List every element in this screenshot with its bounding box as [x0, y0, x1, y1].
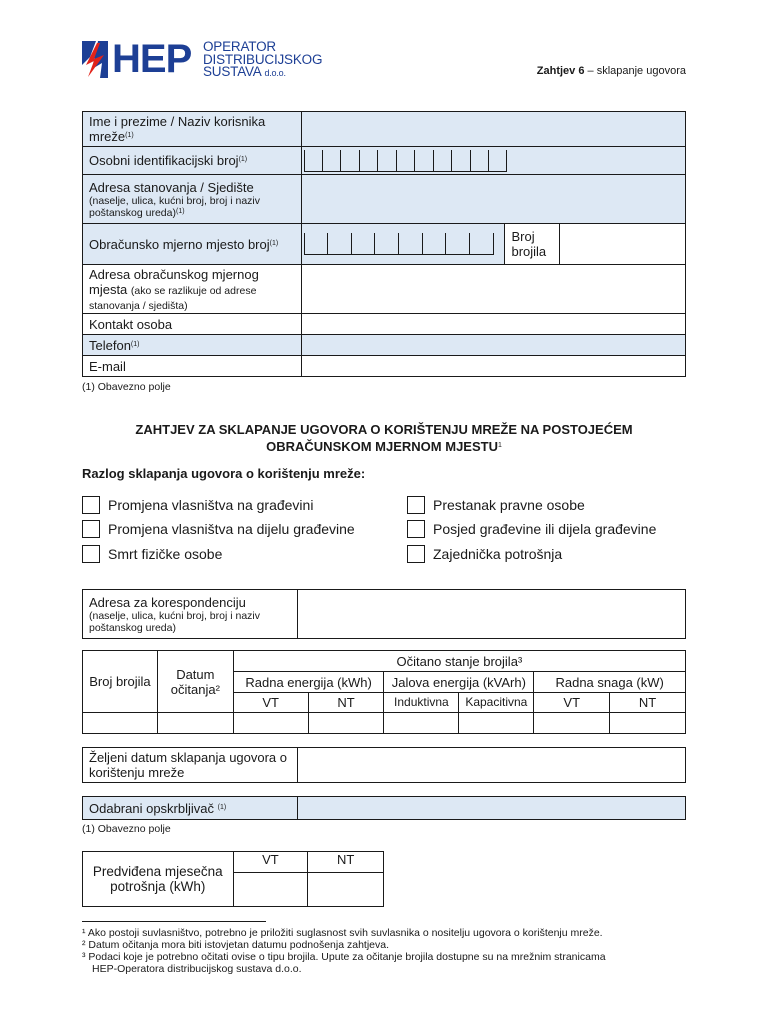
address-label-text: Adresa stanovanja / Sjedište [89, 179, 254, 195]
omm-address-hint: (ako se razlikuje od adrese stanovanja / sjedišta) [89, 284, 257, 312]
logo-line-3: SUSTAVA [203, 64, 261, 79]
meter-no-field[interactable] [560, 224, 686, 265]
correspondence-table [82, 589, 686, 639]
logo-line-1: OPERATOR [203, 39, 276, 54]
customer-table [82, 111, 686, 377]
reason-option-6[interactable] [407, 545, 562, 563]
col-reactive-energy: Jalova energija (kVArh) [384, 672, 534, 693]
form-title [82, 421, 686, 455]
document-reference [537, 65, 686, 77]
reading-cell[interactable] [157, 713, 233, 734]
oib-label-text: Osobni identifikacijski broj [89, 153, 239, 168]
reading-cell[interactable] [384, 713, 459, 734]
consumption-vt: VT [233, 852, 308, 873]
reason-option-4[interactable] [407, 496, 585, 514]
contact-field[interactable] [301, 314, 686, 335]
col-inductive: Induktivna [384, 693, 459, 713]
desired-date-field[interactable] [297, 748, 685, 783]
correspondence-field[interactable] [297, 590, 685, 639]
reason-label: Promjena vlasništva na građevini [108, 497, 314, 513]
name-label-text: Ime i prezime / Naziv korisnika mreže [89, 114, 266, 144]
omm-label-text: Obračunsko mjerno mjesto broj [89, 236, 270, 252]
reason-option-3[interactable] [82, 545, 222, 563]
email-label: E-mail [83, 356, 302, 377]
doc-title: sklapanje ugovora [596, 65, 686, 77]
checkbox[interactable] [82, 496, 100, 514]
col-active-nt: NT [308, 693, 384, 713]
supplier-label [83, 797, 298, 820]
col-meter-no: Broj brojila [83, 651, 158, 713]
checkbox[interactable] [82, 545, 100, 563]
phone-field[interactable] [301, 335, 686, 356]
col-power-nt: NT [610, 693, 686, 713]
meter-no-label: Broj brojila [505, 224, 560, 265]
omm-field[interactable] [301, 224, 505, 265]
footnote-2: ² Datum očitanja mora biti istovjetan datumu podnošenja zahtjeva. [82, 939, 390, 951]
desired-date-table [82, 747, 686, 783]
logo-subtitle [203, 41, 322, 80]
correspondence-label [83, 590, 298, 639]
address-hint-text: (naselje, ulica, kućni broj, broj i naziv poštanskog ureda) [89, 194, 260, 219]
reading-cell[interactable] [459, 713, 534, 734]
reason-label: Smrt fizičke osobe [108, 546, 223, 562]
footnote-1: ¹ Ako postoji suvlasništvo, potrebno je priložiti suglasnost svih suvlasnika o nositelju ugovora o korištenju mreže. [82, 927, 603, 939]
oib-digit-boxes[interactable] [304, 150, 508, 172]
col-active-vt: VT [233, 693, 308, 713]
oib-label [83, 147, 302, 175]
omm-address-label [83, 265, 302, 314]
footnote-mark: (1) [269, 239, 279, 247]
footnote-mark: (1) [238, 156, 248, 163]
oib-field[interactable] [301, 147, 686, 175]
name-label [83, 112, 302, 147]
desired-date-label: Željeni datum sklapanja ugovora o korištenju mreže [83, 748, 298, 783]
name-field[interactable] [301, 112, 686, 147]
email-field[interactable] [301, 356, 686, 377]
contact-label: Kontakt osoba [83, 314, 302, 335]
consumption-label: Predviđena mjesečna potrošnja (kWh) [83, 852, 234, 907]
omm-digit-boxes[interactable] [304, 233, 494, 255]
reason-label: Prestanak pravne osobe [433, 497, 585, 513]
reason-option-1[interactable] [82, 496, 313, 514]
phone-label-text: Telefon [89, 337, 131, 353]
address-hint [89, 195, 295, 219]
hep-logo [82, 37, 323, 81]
consumption-nt: NT [308, 852, 384, 873]
col-active-power: Radna snaga (kW) [534, 672, 686, 693]
checkbox[interactable] [407, 496, 425, 514]
meter-reading-table [82, 650, 686, 734]
supplier-table [82, 796, 686, 820]
consumption-table [82, 851, 384, 907]
reading-cell[interactable] [534, 713, 610, 734]
footnote-divider [82, 921, 266, 922]
reading-input-row [83, 713, 686, 734]
reading-cell[interactable] [610, 713, 686, 734]
footnote-mark: (1) [175, 207, 185, 215]
reason-title: Razlog sklapanja ugovora o korištenju mreže: [82, 466, 366, 481]
lightning-logo-icon [82, 41, 108, 78]
logo-line-2: DISTRIBUCIJSKOG [203, 51, 323, 67]
logo-hep-text: HEP [112, 37, 192, 81]
logo-suffix: d.o.o. [264, 68, 286, 78]
mandatory-note-2: (1) Obavezno polje [82, 823, 171, 835]
mandatory-note: (1) Obavezno polje [82, 381, 171, 393]
phone-label [83, 335, 302, 356]
omm-address-label-text: Adresa obračunskog mjernog mjesta [89, 266, 259, 297]
footnote-3-cont: HEP-Operatora distribucijskog sustava d.o.o. [92, 963, 302, 975]
footnote-mark: (1) [125, 132, 134, 139]
omm-label [83, 224, 302, 265]
col-active-energy: Radna energija (kWh) [233, 672, 384, 693]
doc-dash: – [584, 65, 597, 77]
address-field[interactable] [301, 175, 686, 224]
reading-cell[interactable] [83, 713, 158, 734]
doc-number: Zahtjev 6 [536, 65, 585, 77]
form-title-line-2: OBRAČUNSKOM MJERNOM MJESTU [266, 439, 498, 454]
consumption-vt-field[interactable] [233, 873, 308, 907]
reason-label: Promjena vlasništva na dijelu građevine [108, 521, 355, 537]
correspondence-label-text: Adresa za korespondenciju [89, 594, 246, 610]
form-title-sup: 1 [497, 442, 502, 449]
reading-cell[interactable] [308, 713, 384, 734]
col-power-vt: VT [534, 693, 610, 713]
col-reading: Očitano stanje brojila³ [233, 651, 685, 672]
checkbox[interactable] [407, 520, 425, 538]
address-label [83, 175, 302, 224]
footnote-mark: (1) [130, 340, 140, 348]
consumption-nt-field[interactable] [308, 873, 384, 907]
checkbox[interactable] [82, 520, 100, 538]
reason-option-2[interactable] [82, 520, 355, 538]
form-title-line-1: ZAHTJEV ZA SKLAPANJE UGOVORA O KORIŠTENJU MREŽE NA POSTOJEĆEM [135, 422, 633, 437]
reason-label: Zajednička potrošnja [433, 546, 563, 562]
correspondence-hint: (naselje, ulica, kućni broj, broj i naziv poštanskog ureda) [89, 609, 260, 634]
col-reading-date: Datum očitanja² [157, 651, 233, 713]
reason-option-5[interactable] [407, 520, 656, 538]
omm-address-field[interactable] [301, 265, 686, 314]
reason-label: Posjed građevine ili dijela građevine [433, 521, 657, 537]
footnote-mark: (1) [217, 803, 227, 811]
footnote-3: ³ Podaci koje je potrebno očitati ovise o tipu brojila. Upute za očitanje brojila dostupne su na mrežnim stranicama [82, 951, 606, 963]
supplier-label-text: Odabrani opskrbljivač [89, 800, 215, 816]
checkbox[interactable] [407, 545, 425, 563]
col-capacitive: Kapacitivna [459, 693, 534, 713]
supplier-field[interactable] [297, 797, 685, 820]
reading-cell[interactable] [233, 713, 308, 734]
